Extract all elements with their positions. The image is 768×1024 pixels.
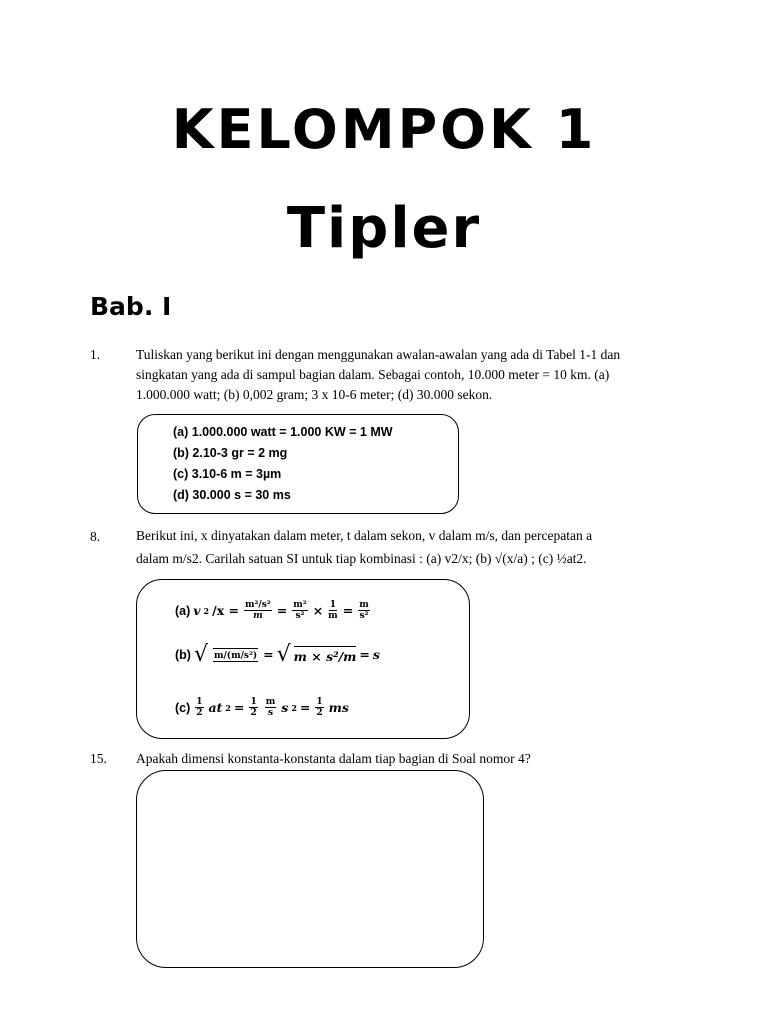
question-text <box>136 345 680 405</box>
answer-line: (a) 1.000.000 watt = 1.000 KW = 1 MW <box>173 425 393 439</box>
page-subtitle: Tipler <box>286 196 482 261</box>
answer-label: (c) <box>175 700 191 715</box>
answer-line: (d) 30.000 s = 30 ms <box>173 488 291 502</box>
page-title: KELOMPOK 1 <box>171 98 597 161</box>
question-line: Tuliskan yang berikut ini dengan menggunakan awalan-awalan yang ada di Tabel 1-1 dan <box>136 347 621 362</box>
answer-line: (c) 3.10-6 m = 3µm <box>173 467 282 481</box>
chapter-heading: Bab. I <box>90 292 172 321</box>
question-line: Apakah dimensi konstanta-konstanta dalam tiap bagian di Soal nomor 4? <box>136 751 531 766</box>
question-number: 15. <box>90 751 107 766</box>
question-line: dalam m/s2. Carilah satuan SI untuk tiap kombinasi : (a) v2/x; (b) √(x/a) ; (c) ½at2. <box>136 551 587 566</box>
answer-formula-b: (b) √ m/(m/s²) = √ m × s²/m = s <box>175 642 380 667</box>
answer-label: (b) <box>175 647 191 662</box>
answer-box-empty <box>136 770 484 968</box>
question-number: 1. <box>90 347 101 362</box>
answer-line: (b) 2.10-3 gr = 2 mg <box>173 446 288 460</box>
answer-formula-c: (c) $\frac{1}{2}$ at 2 = $\frac{1}{2}$ $\frac{m}{s}$ s 2 = $\frac{1}{2}$ ms <box>175 697 349 718</box>
answer-formula-a: (a) v 2 /x = $\frac{\text{m²/s²}}{m}$ = $\frac{\text{m²}}{\text{s²}}$ × $\frac{1}{m}$ = $\frac{m}{\text{s²}}$ <box>175 600 369 621</box>
answer-label: (a) <box>175 603 191 618</box>
question-text <box>136 749 680 769</box>
question-text <box>136 526 680 569</box>
question-number: 8. <box>90 529 101 544</box>
question-line: Berikut ini, x dinyatakan dalam meter, t dalam sekon, v dalam m/s, dan percepatan a <box>136 528 593 543</box>
question-line: 1.000.000 watt; (b) 0,002 gram; 3 x 10-6 meter; (d) 30.000 sekon. <box>136 387 493 402</box>
question-line: singkatan yang ada di sampul bagian dalam. Sebagai contoh, 10.000 meter = 10 km. (a) <box>136 367 610 382</box>
